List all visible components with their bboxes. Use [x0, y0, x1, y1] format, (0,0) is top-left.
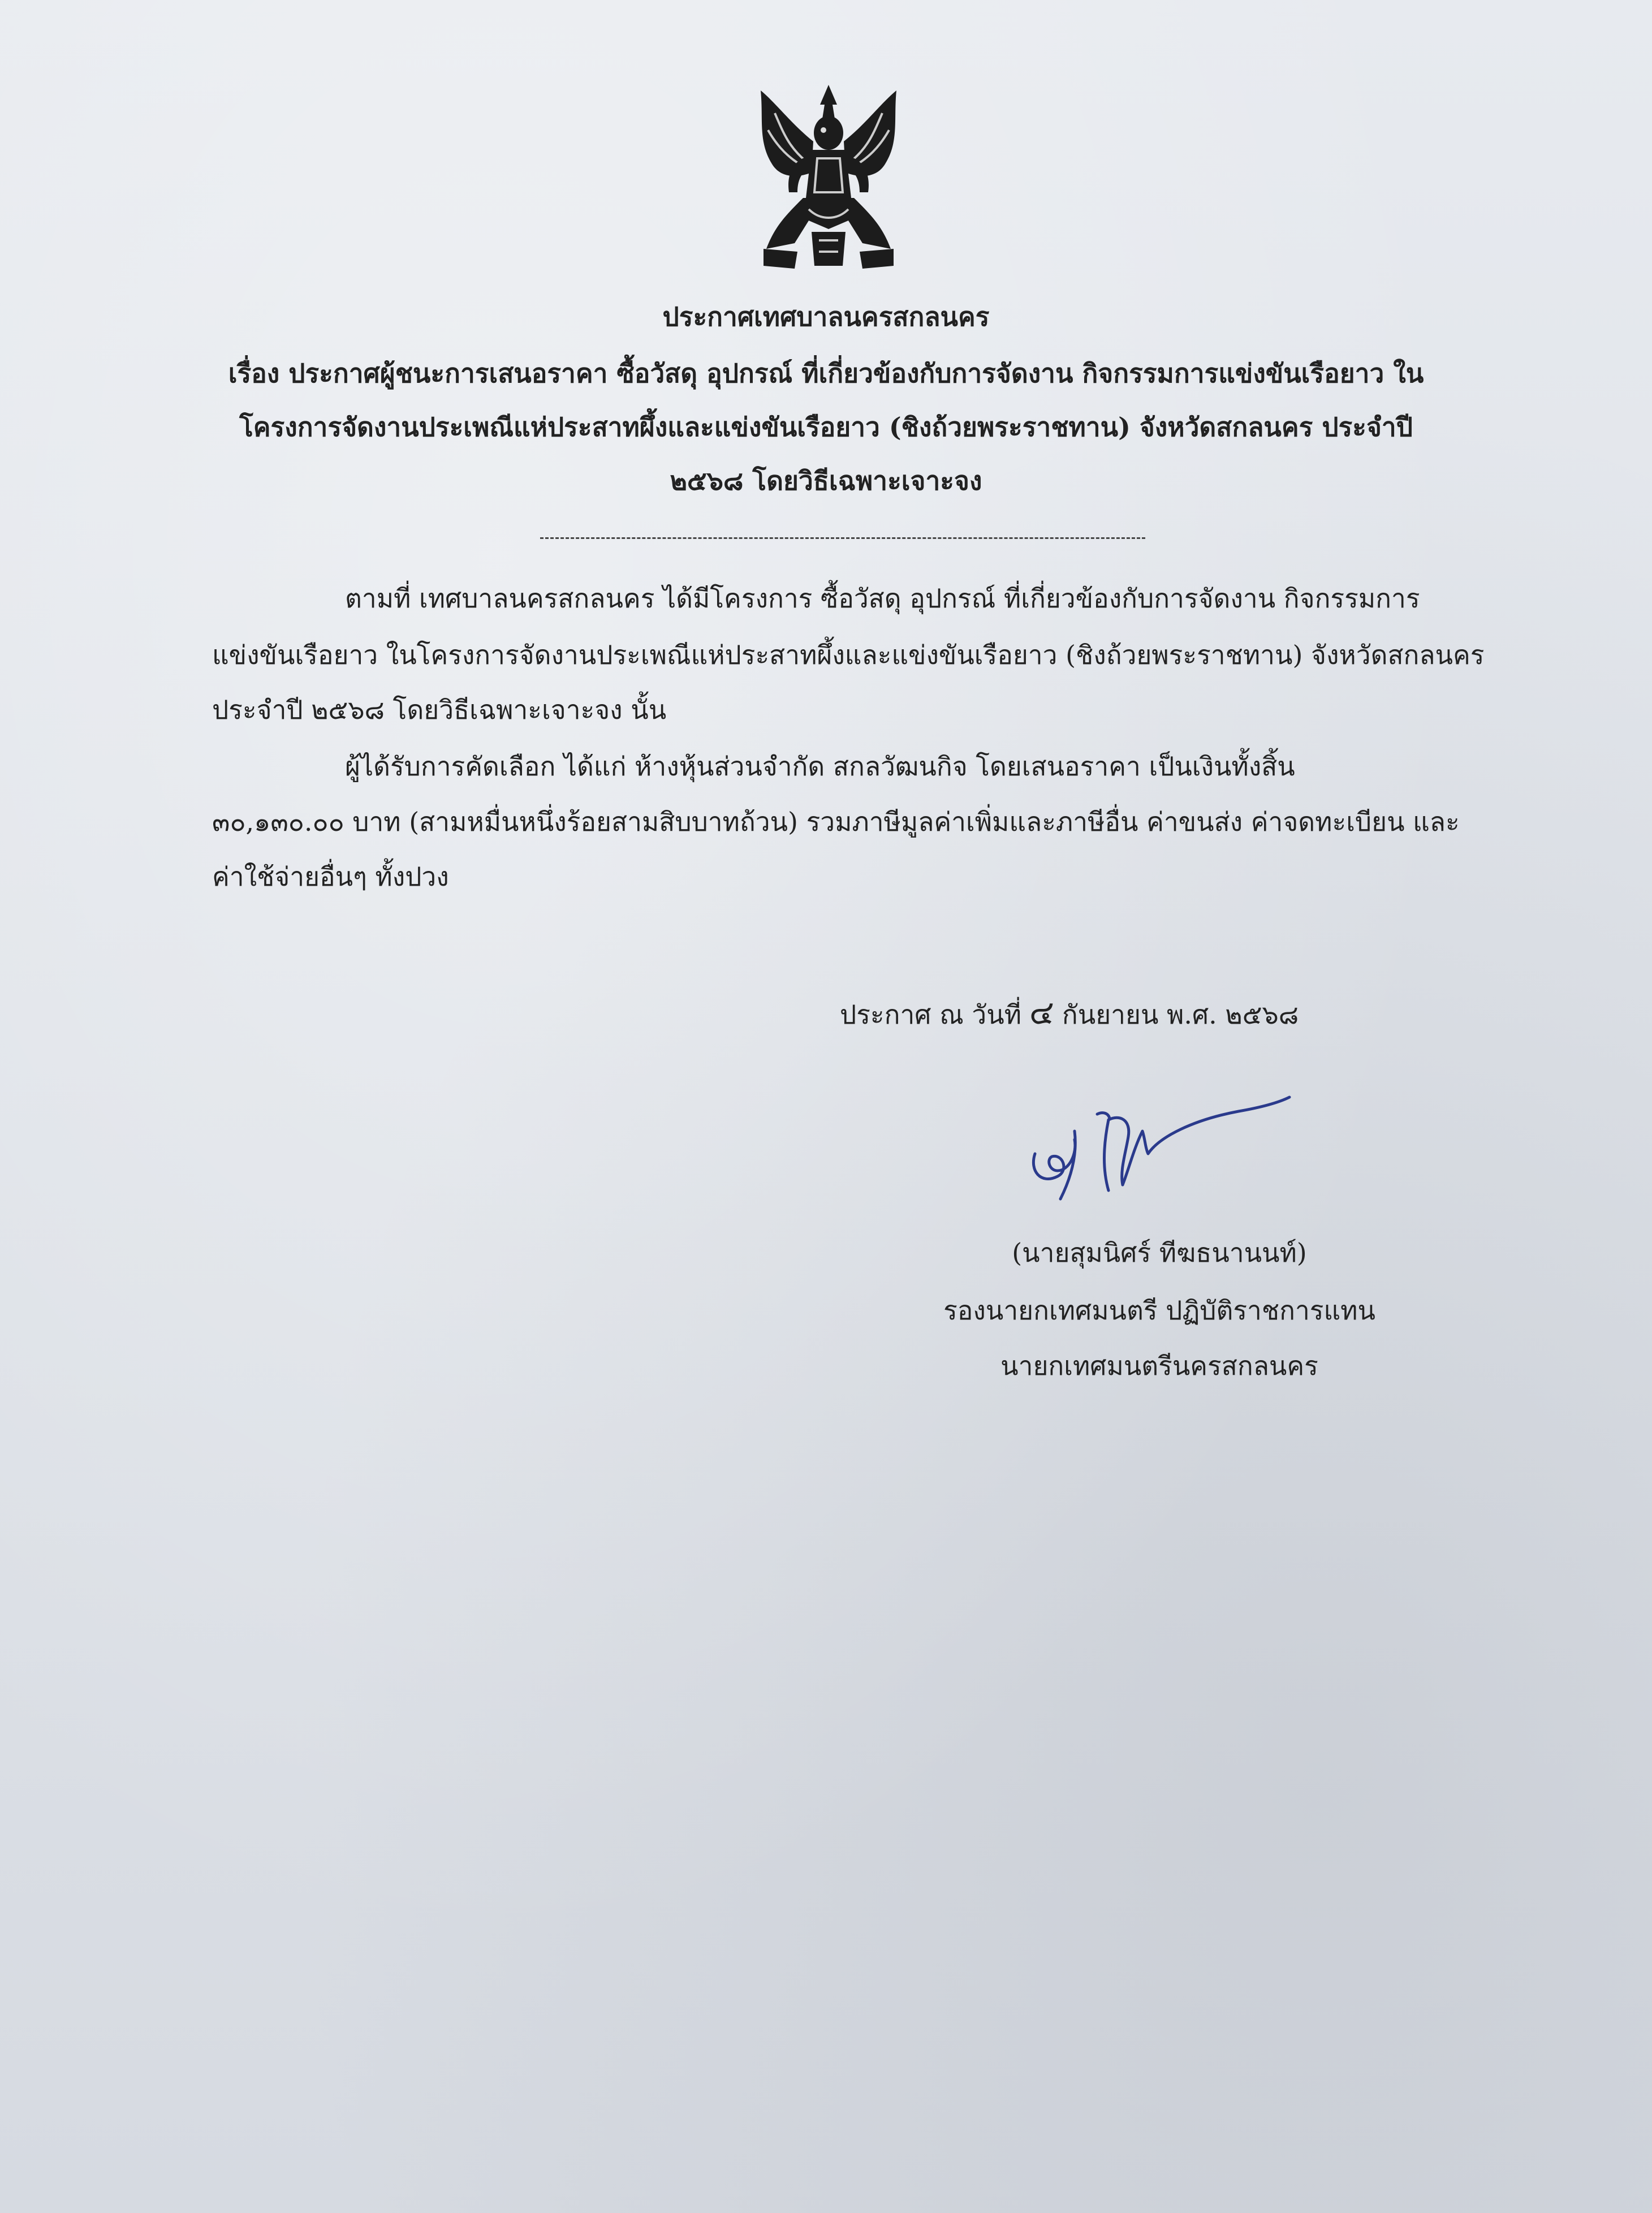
- paragraph-2-line-2: ๓๐,๑๓๐.๐๐ บาท (สามหมื่นหนึ่งร้อยสามสิบบาทถ้วน) รวมภาษีมูลค่าเพิ่มและภาษีอื่น ค่าขนส่ง ค่าจดทะเบียน และ: [212, 806, 1460, 837]
- paragraph-2-line-1: ผู้ได้รับการคัดเลือก ได้แก่ ห้างหุ้นส่วนจำกัด สกลวัฒนกิจ โดยเสนอราคา เป็นเงินทั้งสิ้น: [345, 751, 1295, 782]
- signatory-position-1: รองนายกเทศมนตรี ปฏิบัติราชการแทน: [943, 1295, 1375, 1326]
- garuda-emblem-icon: [741, 79, 916, 283]
- signatory-position-2: นายกเทศมนตรีนครสกลนคร: [1000, 1351, 1318, 1381]
- paragraph-1-line-2: แข่งขันเรือยาว ในโครงการจัดงานประเพณีแห่ประสาทผึ้งและแข่งขันเรือยาว (ชิงถ้วยพระราชทาน) จังหวัดสกลนคร: [212, 640, 1485, 670]
- paragraph-2-line-3: ค่าใช้จ่ายอื่นๆ ทั้งปวง: [212, 861, 449, 892]
- date-day: ๔: [1029, 993, 1054, 1032]
- handwritten-signature-icon: [1024, 1086, 1295, 1210]
- paragraph-1-line-3: ประจำปี ๒๕๖๘ โดยวิธีเฉพาะเจาะจง นั้น: [212, 694, 667, 725]
- subject-line-3: ๒๕๖๘ โดยวิธีเฉพาะเจาะจง: [670, 465, 982, 496]
- subject-line-1: เรื่อง ประกาศผู้ชนะการเสนอราคา ซื้อวัสดุ อุปกรณ์ ที่เกี่ยวข้องกับการจัดงาน กิจกรรมการแข่งขันเรือยาว ใน: [228, 358, 1424, 389]
- announcement-date: [840, 995, 1299, 1032]
- date-month-year: กันยายน พ.ศ. ๒๕๖๘: [1062, 999, 1299, 1030]
- divider-dashed: [540, 537, 1145, 539]
- signatory-name: (นายสุมนิศร์ ทีฆธนานนท์): [1012, 1237, 1307, 1268]
- paragraph-1-line-1: ตามที่ เทศบาลนครสกลนคร ได้มีโครงการ ซื้อวัสดุ อุปกรณ์ ที่เกี่ยวข้องกับการจัดงาน กิจกรรมการ: [345, 583, 1420, 614]
- announcement-header-title: ประกาศเทศบาลนครสกลนคร: [662, 301, 990, 332]
- subject-line-2: โครงการจัดงานประเพณีแห่ประสาทผึ้งและแข่งขันเรือยาว (ชิงถ้วยพระราชทาน) จังหวัดสกลนคร ประจำปี: [239, 412, 1413, 442]
- date-prefix: ประกาศ ณ วันที่: [840, 999, 1022, 1030]
